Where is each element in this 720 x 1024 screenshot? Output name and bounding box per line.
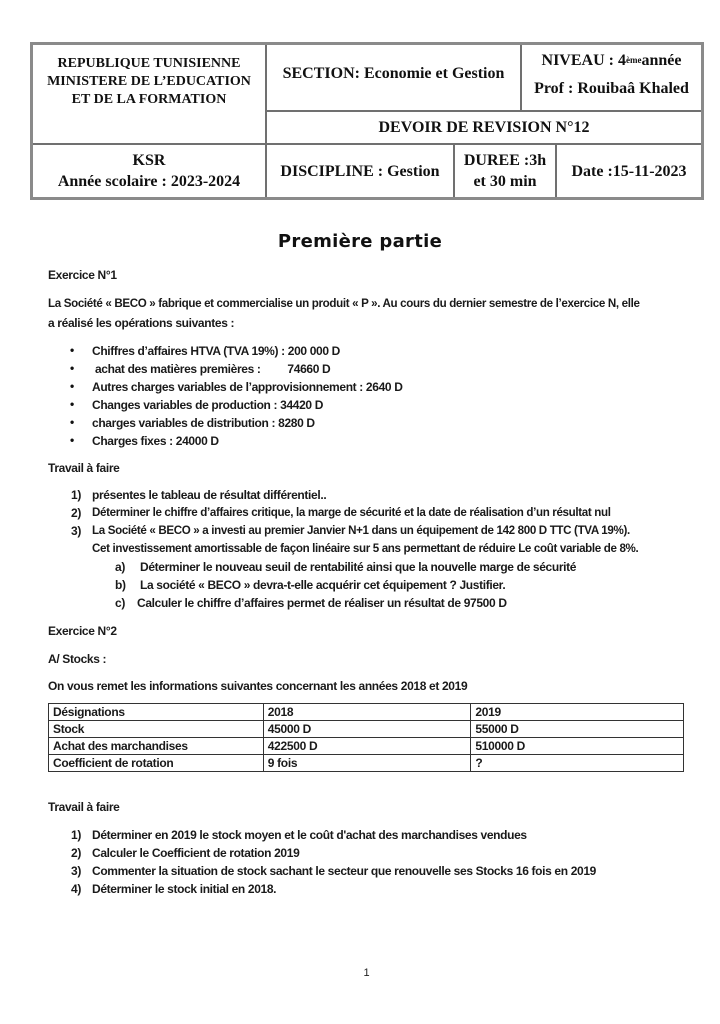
task-text: Déterminer le chiffre d’affaires critique, la marge de sécurité et la date de réalisation d’un résultat nul bbox=[92, 506, 611, 519]
bullet-icon: • bbox=[70, 343, 75, 357]
subtask-letter: a) bbox=[115, 560, 125, 574]
table-cell: 55000 D bbox=[471, 721, 684, 738]
institution-line: REPUBLIQUE TUNISIENNE bbox=[57, 56, 241, 71]
bullet-icon: • bbox=[70, 361, 75, 375]
task-text: présentes le tableau de résultat différentiel.. bbox=[92, 488, 327, 502]
table-header-cell: 2018 bbox=[263, 704, 471, 721]
subtask-letter: b) bbox=[115, 578, 126, 592]
task-text: Déterminer le stock initial en 2018. bbox=[92, 882, 277, 896]
table-row bbox=[49, 738, 684, 755]
data-item: Changes variables de production : 34420 D bbox=[92, 398, 324, 412]
task-continuation: Cet investissement amortissable de façon linéaire sur 5 ans permettant de réduire Le coût variable de 8%. bbox=[92, 542, 639, 555]
task-text: La Société « BECO » a investi au premier Janvier N+1 dans un équipement de 142 800 D TTC (TVA 19%). bbox=[92, 524, 630, 537]
exercise2-title: Exercice N°2 bbox=[48, 624, 117, 638]
table-cell: 510000 D bbox=[471, 738, 684, 755]
niveau-label: NIVEAU : 4 ème année bbox=[541, 51, 682, 69]
table-cell: 9 fois bbox=[263, 755, 471, 772]
exercise2-work-title: Travail à faire bbox=[48, 800, 120, 814]
exercise1-work-title: Travail à faire bbox=[48, 461, 120, 475]
data-item: Chiffres d’affaires HTVA (TVA 19%) : 200 000 D bbox=[92, 344, 340, 358]
table-cell: Stock bbox=[49, 721, 264, 738]
institution-line: ET DE LA FORMATION bbox=[71, 92, 227, 107]
exam-header-table bbox=[30, 42, 704, 200]
exercise1-intro-line1: La Société « BECO » fabrique et commercialise un produit « P ». Au cours du dernier semestre de l’exercice N, elle bbox=[48, 297, 640, 310]
niveau-prefix: NIVEAU : 4 bbox=[541, 51, 626, 69]
task-text: Déterminer en 2019 le stock moyen et le coût d'achat des marchandises vendues bbox=[92, 828, 527, 842]
table-row bbox=[49, 755, 684, 772]
table-cell: ? bbox=[471, 755, 684, 772]
task-text: Commenter la situation de stock sachant le secteur que renouvelle ses Stocks 16 fois en 2019 bbox=[92, 864, 597, 878]
task-number: 1) bbox=[71, 488, 81, 502]
subtask-text: Déterminer le nouveau seuil de rentabilité ainsi que la nouvelle marge de sécurité bbox=[140, 560, 577, 574]
prof-label: Prof : Rouibaâ Khaled bbox=[534, 79, 689, 97]
exercise1-intro-line2: a réalisé les opérations suivantes : bbox=[48, 316, 235, 330]
bullet-icon: • bbox=[70, 379, 75, 393]
data-item: charges variables de distribution : 8280 D bbox=[92, 416, 315, 430]
task-number: 4) bbox=[71, 882, 81, 896]
duree-line: et 30 min bbox=[473, 173, 537, 190]
institution-line: MINISTERE DE L’EDUCATION bbox=[47, 74, 251, 89]
school-name: KSR bbox=[132, 152, 166, 169]
data-item: Autres charges variables de l’approvisionnement : 2640 D bbox=[92, 380, 403, 394]
subtask-text: La société « BECO » devra-t-elle acquérir cet équipement ? Justifier. bbox=[140, 578, 506, 592]
school-year: Année scolaire : 2023-2024 bbox=[57, 173, 241, 190]
table-cell: 422500 D bbox=[263, 738, 471, 755]
institution-block bbox=[33, 57, 265, 107]
subtask-text: Calculer le chiffre d’affaires permet de réaliser un résultat de 97500 D bbox=[137, 596, 507, 610]
bullet-icon: • bbox=[70, 397, 75, 411]
niveau-suffix: année bbox=[641, 51, 682, 69]
table-header-row bbox=[49, 704, 684, 721]
subtask-letter: c) bbox=[115, 596, 125, 610]
task-number: 3) bbox=[71, 864, 81, 878]
table-cell: 45000 D bbox=[263, 721, 471, 738]
exercise1-title: Exercice N°1 bbox=[48, 268, 117, 282]
bullet-icon: • bbox=[70, 415, 75, 429]
devoir-title: DEVOIR DE REVISION N°12 bbox=[378, 118, 590, 136]
table-cell: Coefficient de rotation bbox=[49, 755, 264, 772]
table-row bbox=[49, 721, 684, 738]
exercise2-intro: On vous remet les informations suivantes concernant les années 2018 et 2019 bbox=[48, 679, 468, 693]
table-header-cell: 2019 bbox=[471, 704, 684, 721]
task-number: 2) bbox=[71, 846, 81, 860]
stock-table bbox=[48, 703, 684, 772]
discipline-label: DISCIPLINE : Gestion bbox=[280, 162, 440, 180]
table-cell: Achat des marchandises bbox=[49, 738, 264, 755]
task-number: 2) bbox=[71, 506, 81, 520]
duree-line: DUREE :3h bbox=[463, 152, 547, 169]
task-number: 1) bbox=[71, 828, 81, 842]
school-block bbox=[33, 145, 265, 197]
bullet-icon: • bbox=[70, 433, 75, 447]
part-title: Première partie bbox=[277, 231, 443, 252]
duree-block bbox=[455, 145, 555, 197]
section-label: SECTION: Economie et Gestion bbox=[282, 64, 505, 82]
table-header-cell: Désignations bbox=[49, 704, 264, 721]
exercise2-subtitle: A/ Stocks : bbox=[48, 652, 107, 666]
data-item: Charges fixes : 24000 D bbox=[92, 434, 219, 448]
date-label: Date :15-11-2023 bbox=[571, 162, 687, 180]
page-number: 1 bbox=[363, 967, 370, 979]
task-text: Calculer le Coefficient de rotation 2019 bbox=[92, 846, 300, 860]
task-number: 3) bbox=[71, 524, 81, 538]
data-item: achat des matières premières : 74660 D bbox=[92, 362, 331, 376]
